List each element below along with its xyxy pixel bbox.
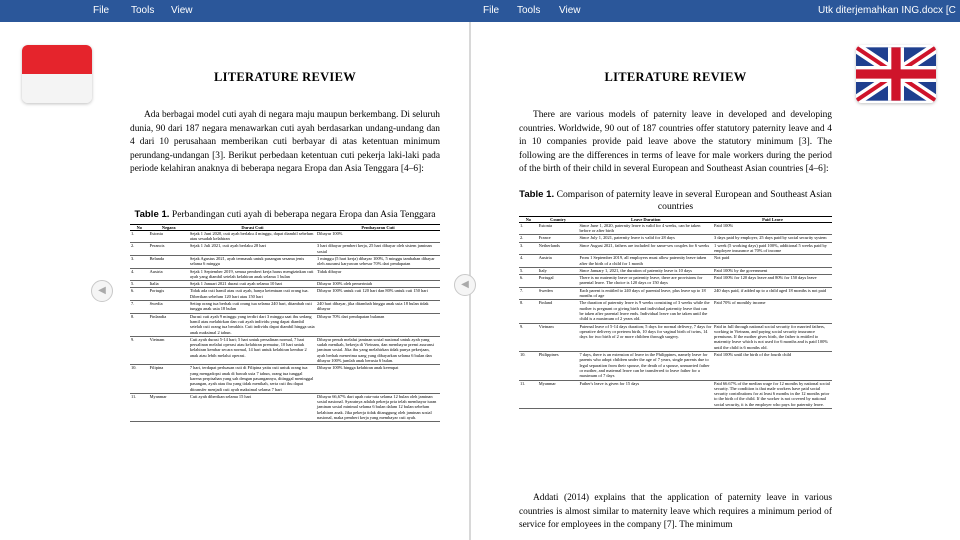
right-table-row: [519, 242, 832, 255]
left-cell-payment: Dibayar 70% dari pendapatan bulanan: [316, 313, 440, 336]
left-cell-duration: Sejak Agustus 2021, ayah termasuk untuk pasangan sesama jenis selama 6 minggu: [189, 255, 316, 268]
right-table-caption-text: Comparison of paternity leave in several European and Southeast Asian countries: [556, 188, 832, 212]
left-paragraph: Ada berbagai model cuti ayah di negara maju maupun berkembang. Di seluruh dunia, 90 dari 187 negara menawarkan cuti ayah berdasarkan undang-undang dan 4 dari 10 perusahaan memberikan cuti berbayar di atas ketentuan minimum perundang-undangan [3]. Berikut perbedaan ketentuan cuti pekerja laki-laki pada periode kelahiran anaknya di beberapa negara Eropa dan Asia Tenggara [4–6]:: [130, 110, 440, 174]
right-table-row: [519, 352, 832, 380]
right-cell-payment: 1 week (5 working days) paid 100%, additional 5 weeks paid by employee insurance at 70% of income: [713, 242, 832, 255]
left-cell-duration: Sejak 1 Juli 2021, cuti ayah berlaku 28 hari: [189, 243, 316, 256]
right-table-row: [519, 255, 832, 268]
right-cell-duration: 7 days, there is an extension of leave in the Philippines, namely leave for parents who adopt children under the age of 7 years, single parents due to legal separation from their spouse, the death of a spouse, unmarried father or mother, and maternal leave can be transferred to leave father for a maximum of 7 days: [578, 352, 713, 380]
right-cell-no: 9.: [519, 323, 538, 351]
right-cell-no: 10.: [519, 352, 538, 380]
left-table-row: [130, 255, 440, 268]
right-cell-no: 6.: [519, 275, 538, 288]
chevron-left-icon: ◀: [98, 285, 106, 296]
right-table-row: [519, 287, 832, 300]
right-cell-country: Austria: [538, 255, 579, 268]
right-cell-duration: Each parent is entitled to 240 days of parental leave, plus leave up to 18 months of age: [578, 287, 713, 300]
left-menu-tools[interactable]: Tools: [131, 5, 155, 16]
left-col-payment: Pembayaran Cuti: [316, 224, 440, 230]
right-cell-payment: Paid 100% until the birth of the fourth child: [713, 352, 832, 380]
right-cell-country: Portugal: [538, 275, 579, 288]
right-cell-no: 5.: [519, 267, 538, 274]
left-table-caption: [130, 209, 440, 221]
right-cell-no: 3.: [519, 242, 538, 255]
left-cell-country: Italia: [149, 281, 189, 288]
left-table-row: [130, 313, 440, 336]
right-table-caption: [519, 189, 832, 213]
right-cell-no: 1.: [519, 222, 538, 235]
right-col-paid: Paid Leave: [713, 216, 832, 222]
right-cell-no: 4.: [519, 255, 538, 268]
right-cell-no: 11.: [519, 380, 538, 408]
left-cell-country: Filipina: [149, 365, 189, 393]
left-cell-payment: Dibayar 100%: [316, 230, 440, 243]
right-paragraph: There are various models of paternity leave in developed and developing countries. Worldwide, 90 out of 187 countries offer statutory paternity leave and 4 in 10 companies provide paid leave above the statutory minimum [3]. The following are the differences in terms of leave for male workers during the period of the birth of their child in several European and Southeast Asian countries [4–6]:: [519, 110, 832, 174]
left-col-duration: Durasi Cuti: [189, 224, 316, 230]
right-table-row: [519, 300, 832, 323]
left-prev-page-button[interactable]: [91, 280, 113, 302]
left-col-no: No: [130, 224, 149, 230]
left-cell-duration: Setiap orang tua berhak cuti orang tua selama 240 hari, ditambah cuti tunggu anak usia 18 bulan: [189, 301, 316, 314]
right-table-row: [519, 380, 832, 408]
right-cell-duration: Since August 2021, fathers are included for same-sex couples for 6 weeks: [578, 242, 713, 255]
left-table-label: Table 1.: [134, 208, 170, 220]
left-cell-no: 9.: [130, 336, 149, 364]
left-cell-payment: Dibayar penuh melalui jaminan sosial nasional untuk ayah yang sudah menikah, bekerja di Vietnam, dan membayar premi asuransi jaminan sosial. Jika ibu yang melahirkan tidak punya pekerjaan, ayah berhak menerima uang yang dibayarkan selama 6 bulan dan dibayar 100% jumlah anak berusia 6 bulan.: [316, 336, 440, 364]
left-menu-view[interactable]: View: [171, 5, 193, 16]
left-cell-no: 6.: [130, 288, 149, 301]
left-cell-duration: Cuti ayah diberikan selama 15 hari: [189, 393, 316, 421]
left-cell-duration: Cuti ayah durasi 5-14 hari; 5 hari untuk persalinan normal, 7 hari persalinan melalui operasi atau kelahiran prematur, 10 hari untuk kelahiran kembar secara normal, 14 hari untuk kelahiran kembar 2 anak atau lebih melalui operasi.: [189, 336, 316, 364]
right-cell-no: 2.: [519, 235, 538, 242]
right-cell-country: Italy: [538, 267, 579, 274]
left-cell-no: 10.: [130, 365, 149, 393]
left-cell-duration: Sejak 1 Juni 2020, cuti ayah berlaku 4 minggu, dapat diambil sebelum atau sesudah kelahiran: [189, 230, 316, 243]
right-cell-duration: Since July 1, 2021, paternity leave is valid for 28 days: [578, 235, 713, 242]
chevron-left-icon: ◀: [461, 279, 469, 290]
right-table-row: [519, 267, 832, 274]
left-cell-no: 4.: [130, 268, 149, 281]
right-table-row: [519, 222, 832, 235]
right-prev-page-button[interactable]: [454, 274, 476, 296]
right-cell-payment: Paid 100% for 120 days leave and 80% for 150 days leave: [713, 275, 832, 288]
right-cell-payment: Paid 66.67% of the median wage for 12 months by national social security. The condition is that male workers have paid social security contributions for at least 6 months in the 12 months prior to the birth of the child. If the worker is not covered by national social security, it is the employer who pays for paternity leave.: [713, 380, 832, 408]
left-cell-payment: Dibayar 100% untuk cuti 120 hari dan 80% untuk cuti 150 hari: [316, 288, 440, 301]
right-cell-country: Netherlands: [538, 242, 579, 255]
left-cell-country: Vietnam: [149, 336, 189, 364]
right-bottom-paragraph: Addati (2014) explains that the application of paternity leave in various countries is almost similar to maternity leave which requires a minimum period of service for employees in the company [7]. The minimum: [519, 493, 832, 530]
left-cell-country: Belanda: [149, 255, 189, 268]
left-col-country: Negara: [149, 224, 189, 230]
right-cell-country: Philippines: [538, 352, 579, 380]
left-cell-no: 8.: [130, 313, 149, 336]
left-cell-payment: 240 hari dibayar, jika ditambah hingga anak usia 18 bulan tidak dibayar: [316, 301, 440, 314]
right-page-title: LITERATURE REVIEW: [604, 70, 747, 84]
left-cell-payment: Tidak dibayar: [316, 268, 440, 281]
left-cell-duration: Sejak 1 Januari 2021 durasi cuti ayah selama 10 hari: [189, 281, 316, 288]
left-table-row: [130, 288, 440, 301]
left-table-row: [130, 365, 440, 393]
left-cell-duration: Sejak 1 September 2019, semua pemberi kerja harus mengizinkan cuti ayah yang diambil setelah kelahiran anak selama 1 bulan: [189, 268, 316, 281]
right-menu-view[interactable]: View: [559, 5, 581, 16]
right-cell-country: Sweden: [538, 287, 579, 300]
left-page-title: LITERATURE REVIEW: [213, 70, 357, 84]
left-table-row: [130, 268, 440, 281]
right-cell-duration: The duration of paternity leave is 9 weeks consisting of 3 weeks while the mother is pregnant or giving birth and individual paternity leave that can be taken after parental leave ends. Individual leave can be taken until the child is a maximum of 2 years old.: [578, 300, 713, 323]
uk-flag-icon: [856, 45, 936, 103]
left-cell-duration: 7 hari, terdapat perluasan cuti di Filipina yaitu cuti untuk orang tua yang mengadopsi anak di bawah usia 7 tahun, orang tua tunggal karena perpisahan yang sah dengan pasangannya, ditinggal meninggal pasangan, ayah atau ibu yang tidak menikah, serta cuti ibu dapat ditransfer menjadi cuti ayah maksimal selama 7 hari: [189, 365, 316, 393]
left-cell-no: 1.: [130, 230, 149, 243]
right-cell-country: Estonia: [538, 222, 579, 235]
left-cell-no: 7.: [130, 301, 149, 314]
left-cell-payment: Dibayar 66,67% dari upah rata-rata selama 12 bulan oleh jaminan sosial nasional. Syaratnya adalah pekerja pria telah membayar iuran jaminan sosial minimal selama 6 bulan dalam 12 bulan sebelum kelahiran anak. Jika pekerja tidak ditanggung oleh jaminan sosial nasional, maka pemberi kerja yang membayar cuti ayah.: [316, 393, 440, 421]
left-table-row: [130, 393, 440, 421]
left-table-row: [130, 230, 440, 243]
left-table-body: [130, 230, 440, 422]
left-cell-duration: Durasi cuti ayah 9 minggu yang terdiri dari 3 minggu saat ibu sedang hamil atau melahirkan dan cuti ayah individu yang dapat diambil setelah cuti orang tua berakhir. Cuti individu dapat diambil hingga usia anak maksimal 2 tahun.: [189, 313, 315, 335]
right-cell-payment: Not paid: [713, 255, 832, 268]
right-col-duration: Leave Duration: [578, 216, 713, 222]
document-title: Utk diterjemahkan ING.docx [C: [818, 5, 956, 16]
right-cell-no: 7.: [519, 287, 538, 300]
right-cell-payment: Paid 100% by the government: [713, 267, 832, 274]
right-cell-duration: From 1 September 2019, all employers must allow paternity leave taken after the birth of a child for 1 month: [578, 255, 713, 268]
right-cell-payment: Paid 70% of monthly income: [713, 300, 832, 323]
right-cell-payment: 240 days paid, if added up to a child aged 18 months is not paid: [713, 287, 832, 300]
right-cell-duration: Since January 1, 2021, the duration of paternity leave is 10 days: [578, 267, 713, 274]
right-cell-payment: Paid 100%: [713, 222, 832, 235]
left-cell-country: Finlandia: [149, 313, 189, 336]
right-cell-country: France: [538, 235, 579, 242]
right-menu-tools[interactable]: Tools: [517, 5, 541, 16]
left-cell-country: Portugis: [149, 288, 189, 301]
right-cell-payment: Paid in full through national social security for married fathers, working in Vietnam, and paying social security insurance premiums. If the mother gives birth, the father is entitled to maternity leave which is not used for 6 months and is paid 100% until the child is 6 months old.: [713, 323, 832, 351]
right-cell-duration: Since June 1, 2020, paternity leave is valid for 4 weeks, can be taken before or after birth: [578, 222, 713, 235]
left-table-row: [130, 243, 440, 256]
left-cell-country: Estonia: [149, 230, 189, 243]
left-table-row: [130, 336, 440, 364]
left-table-caption-text: Perbandingan cuti ayah di beberapa negara Eropa dan Asia Tenggara: [171, 208, 436, 220]
left-table-row: [130, 281, 440, 288]
left-cell-country: Perancis: [149, 243, 189, 256]
left-cell-no: 2.: [130, 243, 149, 256]
right-comparison-table: [519, 216, 832, 410]
left-comparison-table: [130, 224, 440, 423]
right-table-row: [519, 323, 832, 351]
right-col-no: No: [519, 216, 538, 222]
left-cell-payment: Dibayar 100% hingga kelahiran anak keempat: [316, 365, 440, 393]
right-table-row: [519, 235, 832, 242]
left-cell-country: Swedia: [149, 301, 189, 314]
left-cell-country: Austria: [149, 268, 189, 281]
right-col-country: Country: [538, 216, 579, 222]
left-document-page: [130, 70, 440, 422]
right-table-row: [519, 275, 832, 288]
right-table-label: Table 1.: [519, 188, 555, 200]
left-cell-payment: Dibayar 100% oleh pemerintah: [316, 281, 440, 288]
right-cell-duration: Father's leave is given for 15 days: [578, 380, 713, 408]
left-cell-payment: 3 hari dibayar pemberi kerja, 25 hari dibayar oleh sistem jaminan sosial: [316, 243, 440, 256]
right-cell-no: 8.: [519, 300, 538, 323]
left-menubar: [0, 0, 470, 22]
right-cell-country: Myanmar: [538, 380, 579, 408]
indonesia-flag-icon: [22, 45, 92, 103]
right-bottom-paragraph-wrap: [519, 492, 832, 533]
right-menubar: [470, 0, 960, 22]
right-cell-payment: 3 days paid by employer, 25 days paid by social security system: [713, 235, 832, 242]
left-menu-file[interactable]: File: [93, 5, 110, 16]
right-cell-duration: Paternal leave of 5-14 days duration; 5 days for normal delivery, 7 days for operative delivery or preterm birth, 10 days for vaginal birth of twins, 14 days for two birth of 2 or more children through surgery.: [578, 323, 713, 351]
right-menu-file[interactable]: File: [483, 5, 500, 16]
left-table-row: [130, 301, 440, 314]
left-cell-duration: Tidak ada cuti hamil atau cuti ayah, hanya ketentuan cuti orang tua. Diberikan sebelum 120 hari atau 150 hari: [189, 288, 316, 301]
right-document-page: [519, 70, 832, 409]
left-cell-no: 3.: [130, 255, 149, 268]
left-cell-country: Myanmar: [149, 393, 189, 421]
left-cell-no: 5.: [130, 281, 149, 288]
left-cell-no: 11.: [130, 393, 149, 421]
right-cell-country: Finland: [538, 300, 579, 323]
right-cell-country: Vietnam: [538, 323, 579, 351]
right-cell-duration: There is no maternity leave or paternity leave, there are provisions for parental leave. The choice is 120 days or 150 days: [578, 275, 713, 288]
right-table-body: [519, 222, 832, 408]
left-cell-payment: 1 minggu (5 hari kerja) dibayar 100%, 5 minggu tambahan dibayar oleh asuransi karyawan sebesar 70% dari pendapatan: [316, 255, 440, 268]
